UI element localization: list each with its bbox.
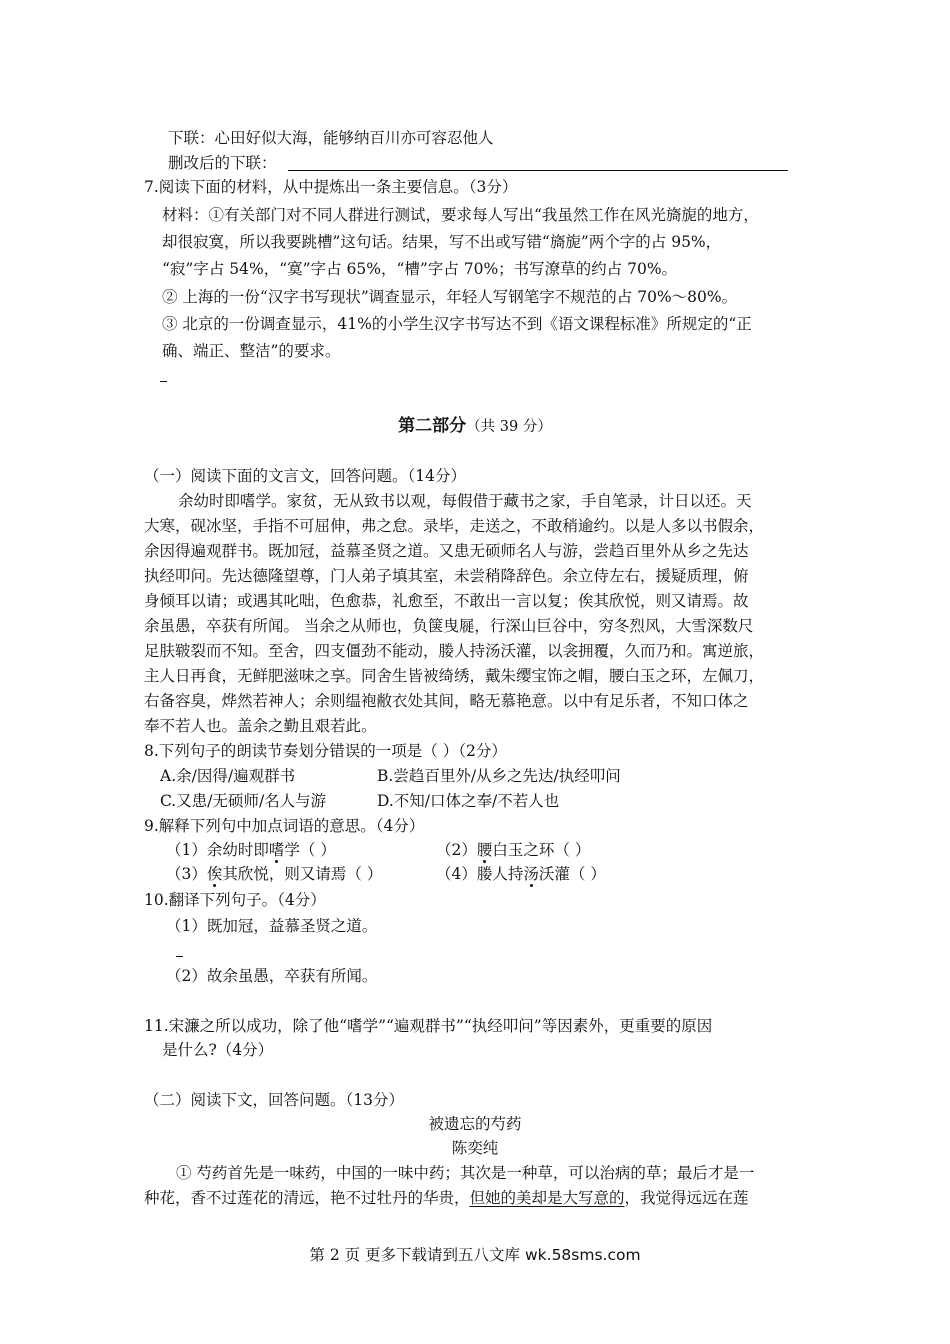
- q7-material-1c: “寂”字占 54%，“寞”字占 65%，“槽”字占 70%；书写潦草的约占 70%。: [162, 260, 678, 278]
- q7-question: 7.阅读下面的材料，从中提炼出一条主要信息。（3分）: [144, 178, 518, 196]
- passage-line: 足肤皲裂而不知。至舍，四支僵劲不能动，媵人持汤沃灌，以衾拥覆，久而乃和。寓逆旅，: [144, 642, 765, 660]
- q9-item-1: （1）余幼时即嗜学（ ）: [166, 841, 336, 859]
- article-paragraph-line: 种花，香不过莲花的清远，艳不过牡丹的华贵，但她的美却是大写意的，我觉得远远在莲: [144, 1189, 749, 1207]
- underlined-phrase: 但她的美却是大写意的: [469, 1189, 625, 1207]
- q10-sentence-1: （1）既加冠，益慕圣贤之道。: [166, 917, 378, 935]
- dotted-word: 嗜: [268, 841, 285, 859]
- part-two-score: （共 39 分）: [466, 419, 552, 435]
- q8-option-b: B.尝趋百里外/从乡之先达/执经叩问: [377, 767, 621, 785]
- passage-line: 大寒，砚冰坚，手指不可屈伸，弗之怠。录毕，走送之，不敢稍逾约。以是人多以书假余，: [144, 517, 765, 535]
- q10-sentence-2: （2）故余虽愚，卒获有所闻。: [166, 967, 378, 985]
- q8-option-a: A.余/因得/遍观群书: [160, 767, 296, 785]
- dotted-word: 腰: [476, 841, 493, 859]
- passage-line: 余因得遍观群书。既加冠，益慕圣贤之道。又患无硕师名人与游，尝趋百里外从乡之先达: [144, 542, 749, 560]
- q8-option-d: D.不知/口体之奉/不若人也: [377, 792, 560, 810]
- q9-question: 9.解释下列句中加点词语的意思。（4分）: [144, 817, 425, 835]
- passage-line: 余幼时即嗜学。家贫，无从致书以观，每假借于藏书之家，手自笔录，计日以还。天: [178, 492, 752, 510]
- passage-line: 余虽愚，卒获有所闻。 当余之从师也，负箧曳屣，行深山巨谷中，穷冬烈风，大雪深数尺: [144, 617, 754, 635]
- q6-answer-blank: [288, 170, 788, 171]
- passage-line: 执经叩问。先达德隆望尊，门人弟子填其室，未尝稍降辞色。余立侍左右，援疑质理，俯: [144, 567, 749, 585]
- article-title: 被遗忘的芍药: [428, 1115, 522, 1133]
- passage-line: 主人日再食，无鲜肥滋味之享。同舍生皆被绮绣，戴朱缨宝饰之帽，腰白玉之环，左佩刀，: [144, 667, 765, 685]
- q11-question-line1: 11.宋濂之所以成功，除了他“嗜学”“遍观群书”“执经叩问”等因素外，更重要的原因: [144, 1017, 713, 1035]
- dotted-word: 俟: [206, 865, 223, 883]
- q9-item-4: （4）媵人持汤沃灌（ ）: [436, 865, 606, 883]
- q6-lower-couplet: 下联：心田好似大海，能够纳百川亦可容忍他人: [168, 129, 494, 147]
- q7-material-3a: ③ 北京的一份调查显示，41%的小学生汉字书写达不到《语文课程标准》所规定的“正: [162, 315, 752, 333]
- q7-material-1b: 却很寂寞，所以我要跳槽”这句话。结果，写不出或写错“旖旎”两个字的占 95%，: [162, 233, 722, 251]
- q9-item-2: （2）腰白玉之环（ ）: [436, 841, 591, 859]
- page-footer: [0, 1245, 950, 1265]
- article-paragraph-line: ① 芍药首先是一味药，中国的一味中药；其次是一种草，可以治病的草；最后才是一: [176, 1164, 755, 1182]
- q6-revised-label: 删改后的下联：: [168, 154, 277, 172]
- q11-question-line2: 是什么?（4分）: [162, 1041, 274, 1059]
- q7-material-3b: 确、端正、整洁”的要求。: [162, 342, 341, 360]
- part-two-heading: [0, 415, 950, 438]
- section-two-header: （二）阅读下文，回答问题。（13分）: [144, 1091, 404, 1109]
- answer-dash: [160, 381, 167, 382]
- section-one-header: （一）阅读下面的文言文，回答问题。（14分）: [144, 467, 466, 485]
- q10-question: 10.翻译下列句子。（4分）: [144, 891, 326, 909]
- passage-line: 身倾耳以请；或遇其叱咄，色愈恭，礼愈至，不敢出一言以复；俟其欣悦，则又请焉。故: [144, 592, 749, 610]
- passage-line: 右备容臭，烨然若神人；余则缊袍敝衣处其间，略无慕艳意。以中有足乐者，不知口体之: [144, 692, 749, 710]
- dotted-word: 汤: [523, 865, 539, 883]
- footer-text: 第 2 页 更多下载请到五八文库: [309, 1246, 525, 1264]
- q7-material-1a: 材料：①有关部门对不同人群进行测试，要求每人写出“我虽然工作在风光旖旎的地方，: [162, 206, 759, 224]
- q9-item-3: （3）俟其欣悦，则又请焉（ ）: [166, 865, 383, 883]
- q7-material-2: ② 上海的一份“汉字书写现状”调查显示，年轻人写钢笔字不规范的占 70%～80%。: [162, 288, 738, 306]
- passage-line: 奉不若人也。盖余之勤且艰若此。: [144, 717, 377, 735]
- article-author: 陈奕纯: [451, 1139, 499, 1157]
- answer-dash: [176, 956, 183, 957]
- q8-question: 8.下列句子的朗读节奏划分错误的一项是（ ）（2分）: [144, 742, 507, 760]
- part-two-title: 第二部分: [398, 416, 467, 436]
- footer-site-link[interactable]: wk.58sms.com: [524, 1246, 641, 1264]
- q8-option-c: C.又患/无硕师/名人与游: [160, 792, 327, 810]
